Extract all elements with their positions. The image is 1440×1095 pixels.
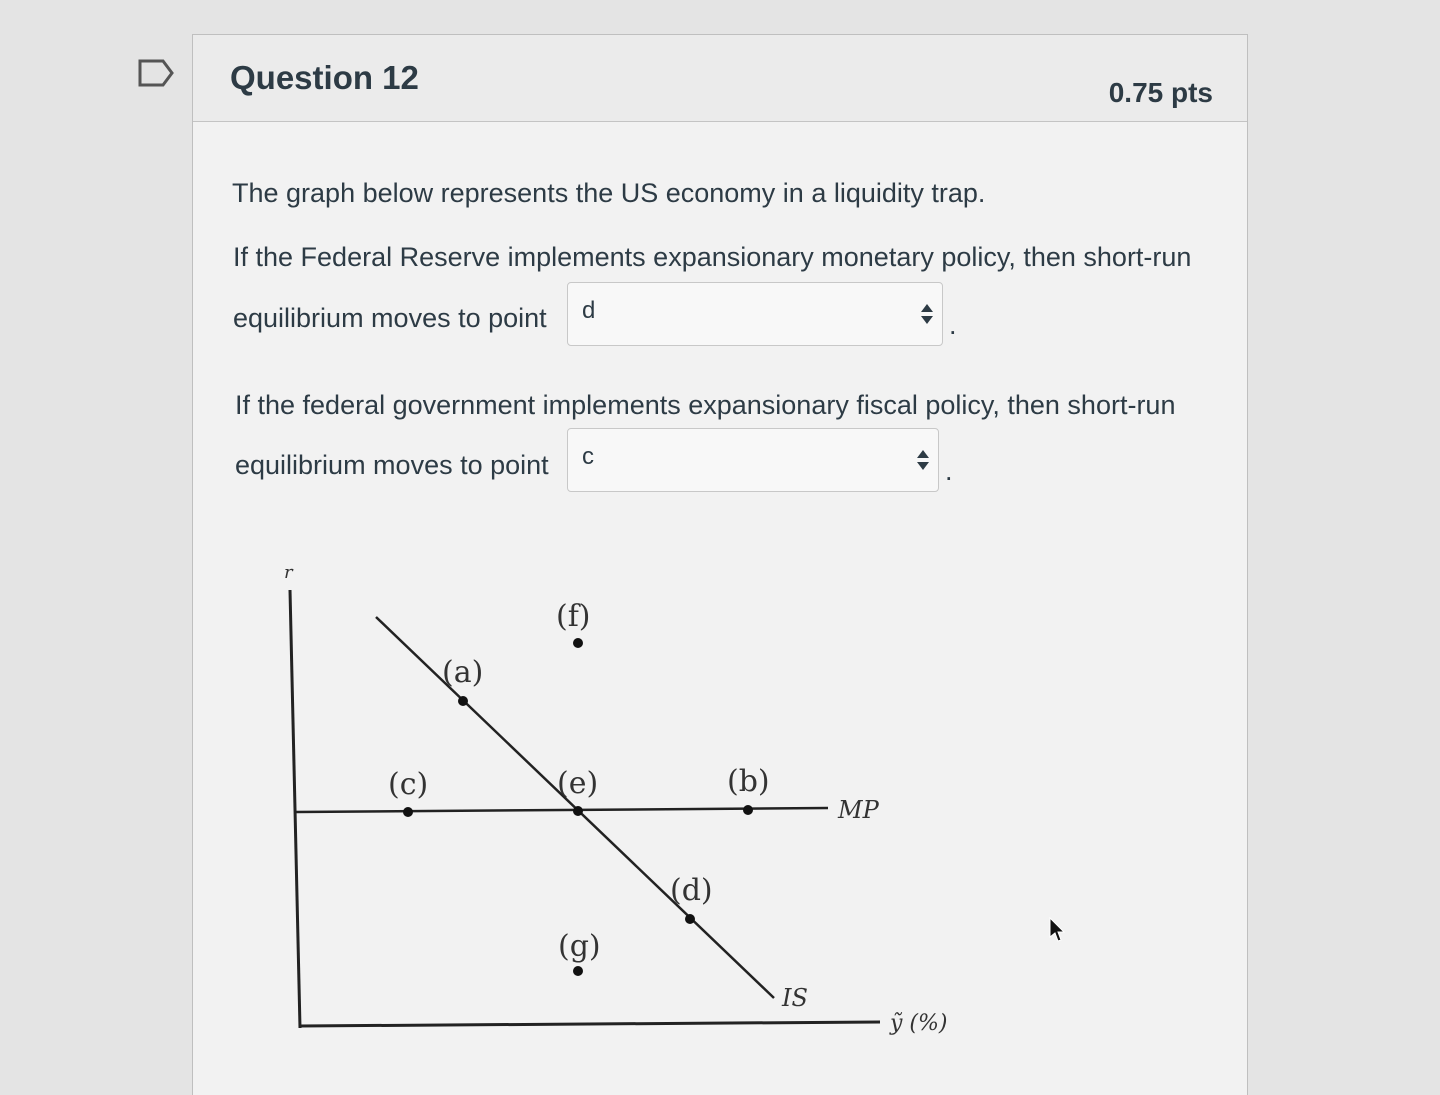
point-b-label: (b) — [727, 764, 770, 799]
point-a-dot — [458, 696, 468, 706]
mouse-cursor-icon — [1048, 916, 1068, 944]
part1-period: . — [949, 310, 957, 340]
y-axis-label: r — [284, 562, 293, 583]
question-title: Question 12 — [230, 59, 419, 96]
point-f-label: (f) — [556, 599, 591, 634]
point-e-dot — [573, 806, 583, 816]
part1-selected-value: d — [582, 297, 596, 324]
question-intro: The graph below represents the US economy in a liquidity trap. — [232, 178, 986, 208]
point-c-dot — [403, 807, 413, 817]
point-e-label: (e) — [557, 766, 599, 801]
point-f-dot — [573, 638, 583, 648]
part2-text-line1: If the federal government implements expansionary fiscal policy, then short-run — [235, 390, 1176, 420]
y-axis — [290, 590, 300, 1028]
point-a-label: (a) — [442, 655, 484, 690]
part2-selected-value: c — [582, 443, 594, 470]
point-g-label: (g) — [558, 929, 601, 964]
part1-text-line2: equilibrium moves to point — [233, 303, 547, 333]
point-g-dot — [573, 966, 583, 976]
x-axis-label: ỹ (%) — [890, 1011, 948, 1036]
mp-label: MP — [838, 796, 879, 824]
question-points: 0.75 pts — [1108, 77, 1213, 108]
point-c-label: (c) — [388, 767, 429, 802]
part2-period: . — [945, 456, 953, 486]
point-b-dot — [743, 805, 753, 815]
part1-text-line1: If the Federal Reserve implements expansionary monetary policy, then short-run — [233, 242, 1192, 272]
point-d-label: (d) — [670, 873, 713, 908]
point-d-dot — [685, 914, 695, 924]
x-axis — [300, 1022, 880, 1026]
is-label: IS — [782, 984, 808, 1012]
part2-text-line2: equilibrium moves to point — [235, 450, 549, 480]
